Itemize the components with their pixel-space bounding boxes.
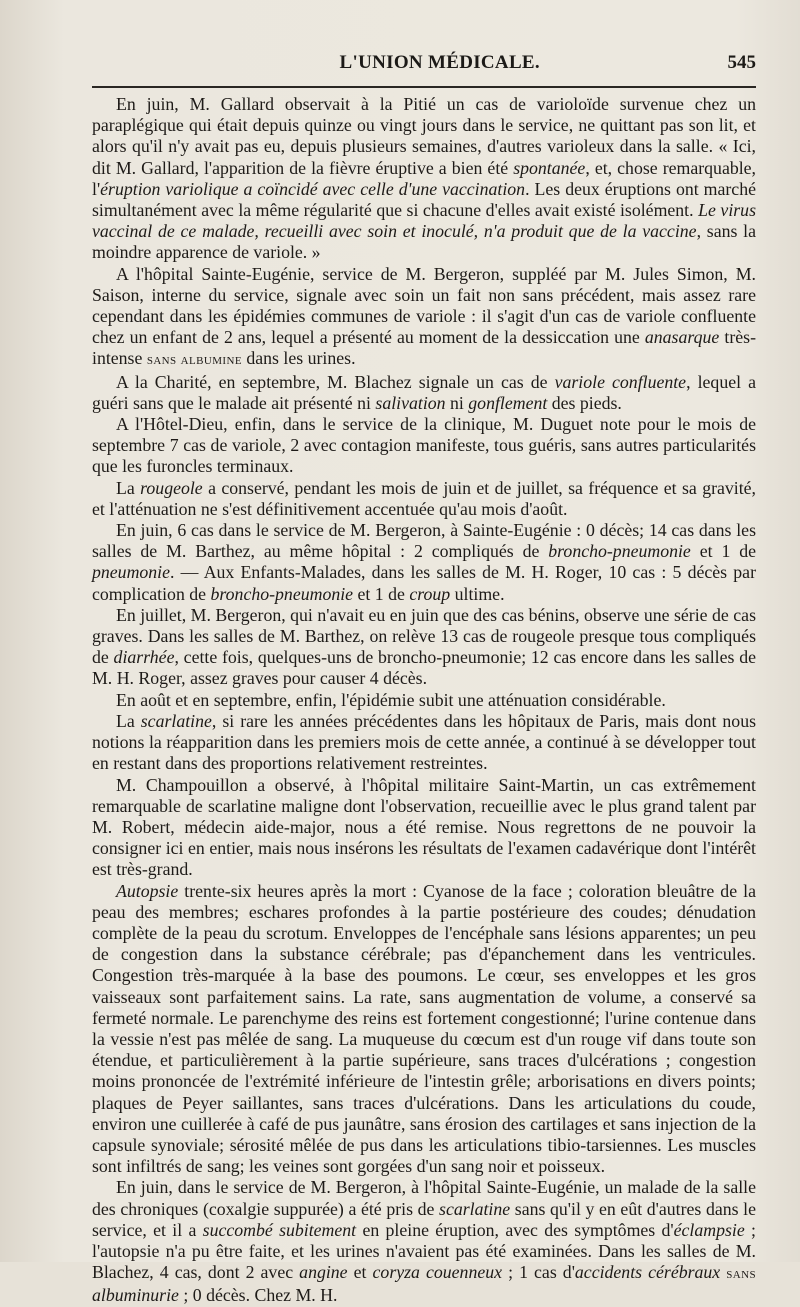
text-run: ultime. <box>450 583 505 604</box>
text-run: , lequel a guéri sans que le malade ait présenté ni <box>92 371 756 413</box>
paragraph-champouillon <box>92 775 756 881</box>
text-run: ; 1 cas d' <box>502 1262 575 1283</box>
text-run: A l'hôpital Sainte-Eugénie, service de M. Bergeron, suppléé par M. Jules Simon, M. Saison, interne du service, signale avec soin un fait non sans précédent, mais assez rare cependant dans les épidémies communes de variole : il s'agit d'un cas de variole confluente chez un enfant de 2 ans, lequel a présenté au moment de la dessiccation une <box>92 263 756 348</box>
italic-run: gonflement <box>468 392 548 413</box>
text-run: M. Champouillon a observé, à l'hôpital militaire Saint-Martin, un cas extrêmement remarquable de scarlatine maligne dont l'observation, recueillie avec le plus grand talent par M. Robert, médecin aide-major, nous a été remise. Nous regrettons de ne pouvoir la consigner ici en entier, mais nous insérons les résultats de l'examen cadavérique dont l'intérêt est très-grand. <box>92 774 756 880</box>
text-run: La <box>116 710 141 731</box>
text-run: En juillet, M. Bergeron, qui n'avait eu en juin que des cas bénins, observe une série de cas graves. Dans les salles de M. Barthez, on relève 13 cas de rougeole presque tous compliqués de <box>92 604 756 668</box>
italic-run: pneumonie <box>92 562 171 583</box>
text-run: , si rare les années précédentes dans les hôpitaux de Paris, mais dont nous notions la réapparition dans les premiers mois de cette année, a continué à se développer tout en restant dans des proportions relativement restreintes. <box>92 710 757 774</box>
text-run: très-intense <box>92 327 756 369</box>
paragraph-gallard-varioloide <box>92 94 756 264</box>
italic-run: scarlatine <box>140 710 212 731</box>
text-run: . — Aux Enfants-Malades, dans les salles de M. H. Roger, 10 cas : 5 décès par complication de <box>92 562 756 604</box>
italic-run: diarrhée <box>113 647 175 668</box>
page-number: 545 <box>727 52 756 73</box>
header-rule <box>92 86 756 88</box>
paragraph-rougeole-intro <box>92 478 756 520</box>
italic-run: Le virus vaccinal de ce malade, recueilli avec soin et inoculé, n'a produit que de la vaccine <box>92 200 756 242</box>
italic-run: broncho-pneumonie <box>548 541 691 562</box>
paragraph-scarlatine-juin <box>92 1177 756 1306</box>
text-run: et <box>347 1262 373 1283</box>
italic-run: angine <box>299 1262 348 1283</box>
italic-run: croup <box>409 583 451 604</box>
text-run: , cette fois, quelques-uns de broncho-pneumonie; 12 cas encore dans les salles de M. H. Roger, assez graves pour causer 4 décès. <box>92 647 756 689</box>
text-run: En juin, dans le service de M. Bergeron, à l'hôpital Sainte-Eugénie, un malade de la salle des chroniques (coxalgie suppurée) a été pris de <box>92 1177 756 1219</box>
text-run: et 1 de <box>690 541 757 562</box>
italic-run: accidents cérébraux <box>574 1262 721 1283</box>
italic-run: spontanée <box>513 157 586 178</box>
text-run: En août et en septembre, enfin, l'épidémie subit une atténuation considérable. <box>116 689 666 710</box>
italic-run: rougeole <box>140 477 203 498</box>
italic-run: scarlatine <box>439 1198 511 1219</box>
text-run: . Les deux éruptions ont marché simultanément avec la même régularité que si chacune d'elles avait existé isolément. <box>92 178 756 221</box>
italic-run: albuminurie <box>92 1285 179 1306</box>
small-caps-run: sans <box>726 1266 756 1283</box>
paragraph-rougeole-juillet <box>92 605 756 690</box>
italic-run: salivation <box>375 392 446 413</box>
text-run: ; l'autopsie n'a pu être faite, et les urines n'avaient pas été examinées. Dans les salles de M. Blachez, 4 cas, dont 2 avec <box>92 1219 756 1283</box>
italic-run: anasarque <box>644 327 720 348</box>
text-run: et 1 de <box>353 583 410 604</box>
italic-run: Autopsie <box>116 880 179 901</box>
text-run: dans les urines. <box>241 348 356 369</box>
text-run: En juin, M. Gallard observait à la Pitié un cas de varioloïde survenue chez un paraplégique qui était depuis quinze ou vingt jours dans le service, ne quittant pas son lit, et alors qu'il n'y avait pas eu, depuis plusieurs semaines, d'autres varioleux dans la salle. « Ici, dit M. Gallard, l'apparition de la fièvre éruptive a bien été <box>92 94 756 178</box>
italic-run: variole confluente <box>554 371 687 392</box>
text-run: en pleine éruption, avec des symptômes d' <box>356 1219 674 1240</box>
text-run: , et, chose remarquable, l' <box>92 157 757 199</box>
text-run: a conservé, pendant les mois de juin et de juillet, sa fréquence et sa gravité, et l'atténuation ne s'est définitivement accentuée qu'au mois d'août. <box>92 477 757 519</box>
article-body <box>92 94 756 1307</box>
journal-title: L'UNION MÉDICALE. <box>339 52 540 73</box>
text-run: A l'Hôtel-Dieu, enfin, dans le service de la clinique, M. Duguet note pour le mois de septembre 7 cas de variole, 2 avec contagion manifeste, tous guéris, sans autres particularités que les furoncles terminaux. <box>92 414 756 477</box>
italic-run: coryza couenneux <box>372 1262 503 1283</box>
italic-run: éclampsie <box>673 1219 745 1240</box>
paragraph-rougeole-aout <box>92 690 756 711</box>
text-run: A la Charité, en septembre, M. Blachez signale un cas de <box>116 371 555 392</box>
paragraph-sainte-eugenie-anasarque <box>92 264 756 372</box>
paragraph-charite-blachez <box>92 372 756 414</box>
text-run: , sans la moindre apparence de variole. » <box>92 221 756 263</box>
italic-run: broncho-pneumonie <box>210 583 354 604</box>
small-caps-run: sans albumine <box>146 352 242 369</box>
paragraph-rougeole-juin <box>92 520 756 605</box>
paragraph-hotel-dieu-duguet <box>92 414 756 478</box>
italic-run: éruption variolique a coïncidé avec celle d'une vaccination <box>100 178 526 199</box>
text-run: des pieds. <box>547 392 622 413</box>
text-run: sans qu'il y en eût d'autres dans le service, et il a <box>92 1198 756 1240</box>
paragraph-autopsie <box>92 881 756 1178</box>
text-run: trente-six heures après la mort : Cyanose de la face ; coloration bleuâtre de la peau des membres; eschares profondes à la partie postérieure des coudes; dénudation complète de la peau du scrotum. Enveloppes de l'encéphale sans lésions apparentes; un peu de congestion dans la substance cérébrale; pas d'épanchement dans les ventricules. Congestion très-marquée à la base des poumons. Le cœur, ses enveloppes et les gros vaisseaux sont parfaitement sains. La rate, sans augmentation de volume, a conservé sa fermeté normale. Le parenchyme des reins est fortement congestionné; l'urine contenue dans la vessie n'est pas mêlée de sang. La muqueuse du cœcum est d'un rouge vif dans toute son étendue, et particulièrement à la partie supérieure, sans traces d'ulcérations ; congestion moins prononcée de l'extrémité inférieure de l'intestin grêle; arborisations en divers points; plaques de Peyer saillantes, sans traces d'ulcérations. Dans les articulations du coude, environ une cuillerée à café de pus jaunâtre, sans érosion des cartilages et sans injection de la capsule synoviale; sérosité mêlée de pus dans les articulations tibio-tarsiennes. Les muscles sont infiltrés de sang; les veines sont gorgées d'un sang noir et poisseux. <box>92 880 756 1177</box>
italic-run: succombé subitement <box>202 1219 357 1240</box>
text-run: ni <box>445 392 469 413</box>
text-run: En juin, 6 cas dans le service de M. Bergeron, à Sainte-Eugénie : 0 décès; 14 cas dans les salles de M. Barthez, au même hôpital : 2 compliqués de <box>92 520 756 562</box>
text-run: ; 0 décès. Chez M. H. <box>178 1285 338 1306</box>
text-run: La <box>116 477 141 498</box>
running-header <box>92 52 756 84</box>
paragraph-scarlatine-intro <box>92 711 756 775</box>
